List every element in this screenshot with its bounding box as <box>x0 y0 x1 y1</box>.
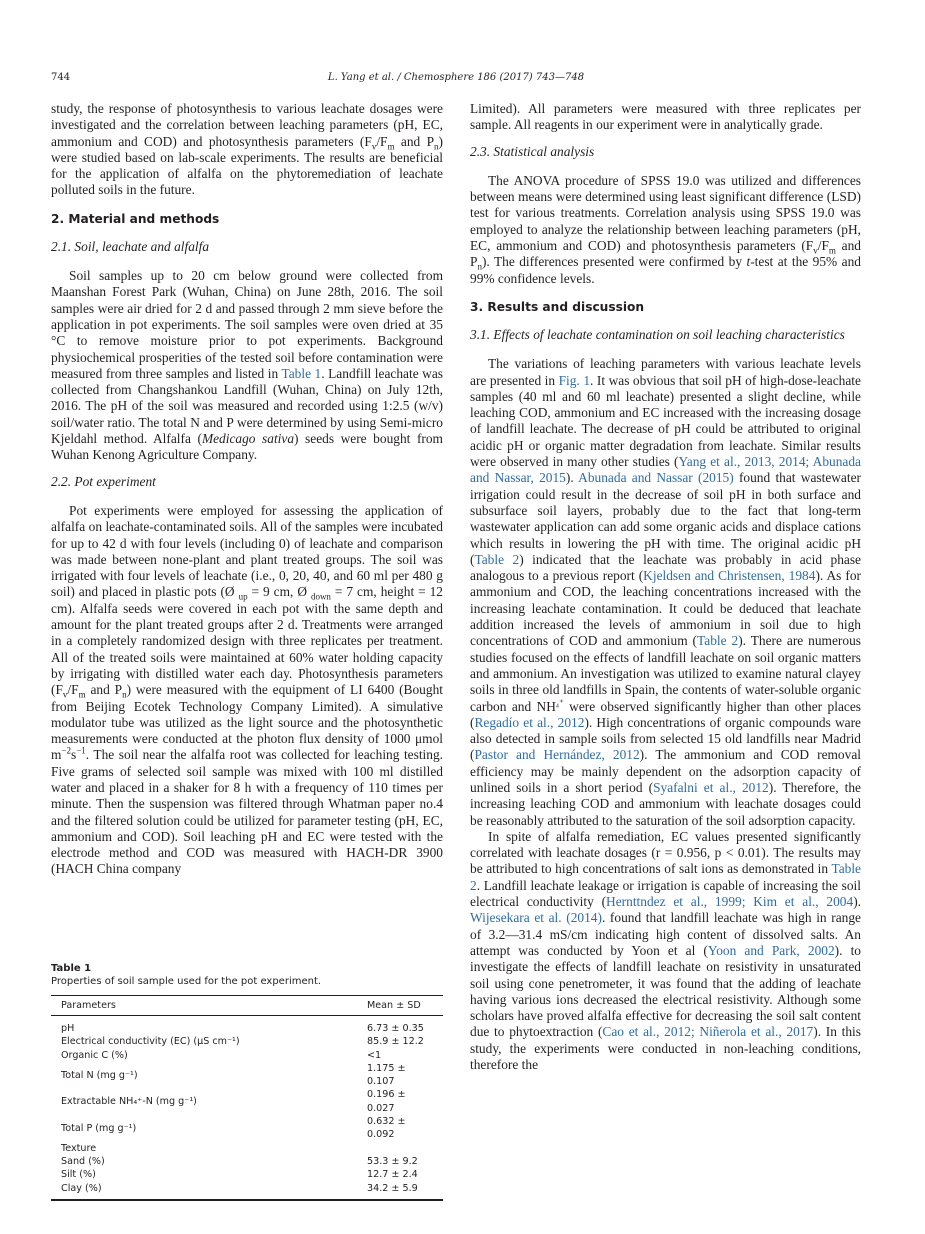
citation-link[interactable]: Wijesekara et al. (2014) <box>470 910 602 926</box>
table-row: pH 6.73 ± 0.35 <box>61 1023 424 1034</box>
citation-link[interactable]: Yang et al., 2013, 2014; Abunada and Nassar, 2015 <box>470 454 861 486</box>
table2-link[interactable]: Table 2 <box>474 551 520 567</box>
table-row: Organic C (%) <1 <box>61 1049 382 1061</box>
subsection-heading-2-3: 2.3. Statistical analysis <box>470 143 595 159</box>
left-column <box>51 101 443 878</box>
table2-link[interactable]: Table 2 <box>697 633 739 649</box>
paragraph-statistical-analysis: The ANOVA procedure of SPSS 19.0 was utilized and differences between means were determined using least significant difference (LSD) test for various treatments. Correlation analysis using SPSS 19.0 was employed to analyze the relationship between leaching parameters (pH, EC, ammonium and COD) and photosynthesis parameters ($F_v/F_m$ and $P_n$). The differences presented were confirmed by t-test at the 95% and 99% confidence levels. <box>470 172 861 286</box>
right-column <box>470 101 861 1073</box>
table-caption: Properties of soil sample used for the pot experiment. <box>51 976 322 987</box>
citation-link[interactable]: Pastor and Hernández, 2012 <box>474 747 640 763</box>
page-number: 744 <box>51 72 71 83</box>
citation-link[interactable]: Hernttndez et al., 1999; Kim et al., 2004 <box>606 894 854 910</box>
table-label: Table 1 <box>51 963 92 974</box>
running-title: L. Yang et al. / Chemosphere 186 (2017) 743—748 <box>327 72 585 83</box>
table-row: Total N (mg g⁻¹) 1.175 ± 0.107 <box>61 1062 406 1088</box>
table-row: Clay (%) 34.2 ± 5.9 <box>61 1182 418 1194</box>
running-header <box>51 72 861 88</box>
section-heading-2: 2. Material and methods <box>51 211 220 226</box>
table-row: Electrical conductivity (EC) (μS cm⁻¹) 85.9 ± 12.2 <box>61 1036 424 1048</box>
paragraph-continued: Limited). All parameters were measured with three replicates per sample. All reagents in our experiment were in analytically grade. <box>470 101 861 133</box>
section-heading-3: 3. Results and discussion <box>470 299 645 314</box>
table-row: Silt (%) 12.7 ± 2.4 <box>61 1169 418 1181</box>
citation-link[interactable]: Syafalni et al., 2012 <box>653 779 769 795</box>
soil-properties-table <box>51 995 443 1201</box>
citation-link[interactable]: Abunada and Nassar (2015) <box>578 470 734 486</box>
citation-link[interactable]: Yoon and Park, 2002 <box>707 942 835 958</box>
intro-paragraph: study, the response of photosynthesis to various leachate dosages were investigated and the correlation between leaching parameters (pH, EC, ammonium and COD) and photosynthesis parameters ($F_v/F_m$ and $P_n$) were studied based on lab-scale experiments. The results are beneficial for the application of alfalfa on the phytoremediation of leachate polluted soils in the future. <box>51 101 443 198</box>
column-header-parameters: Parameters <box>51 996 351 1016</box>
subsection-heading-2-2: 2.2. Pot experiment <box>51 473 156 489</box>
paragraph-pot-experiment: Pot experiments were employed for assessing the application of alfalfa on leachate-contaminated soils. All of the samples were incubated for up to 42 d with four levels (including 0) of leachate and comparison was made between none-plant and plant treated groups. The soil was irrigated with four levels of leachate (i.e., 0, 20, 40, and 60 ml per 480 g soil) and placed in plastic pots (Ø $_{up}$ = 9 cm, Ø $_{down}$ = 7 cm, height = 12 cm). Alfalfa seeds were covered in each pot with the same depth and amount for the plant treated groups after 2 d. Treatments were arranged in a completely randomized design with three replicates per treatment. All of the treated soils were maintained at 60% water holding capacity by irrigating with distilled water each day. Photosynthesis parameters ($F_v/F_m$ and $P_n$) were measured with the equipment of LI 6400 (Bought from Beijing Ecotek Technology Company Limited). A simulative modulator tube was utilized as the light source and the photosynthetic measurements were conducted at the photon flux density of 1000 μmol $m^{-2}s^{-1}$. The soil near the alfalfa root was collected for leaching testing. Five grams of selected soil sample was mixed with 100 ml distilled water and placed in a shaker for 8 h with a frequency of 110 times per minute. Then the suspension was filtered through Whatman paper no.4 and the filtered solution could be utilized for parameter testing (pH, EC, ammonium and COD). Soil leaching pH and EC were tested with the electrode method and COD was measured with HACH-DR 3900 (HACH China company <box>51 502 443 877</box>
table-row: Total P (mg g⁻¹) 0.632 ± 0.092 <box>61 1116 406 1141</box>
table-1 <box>51 962 443 1201</box>
citation-link[interactable]: Regadío et al., 2012 <box>474 714 585 730</box>
table-row: Sand (%) 53.3 ± 9.2 <box>61 1155 418 1167</box>
table2-link[interactable]: Table 2 <box>470 861 861 893</box>
subsection-heading-2-1: 2.1. Soil, leachate and alfalfa <box>51 238 210 254</box>
table1-link[interactable]: Table 1 <box>281 365 322 381</box>
paragraph-ec-values: In spite of alfalfa remediation, EC values presented significantly correlated with leachate dosages (r = 0.956, p < 0.01). The results may be attributed to high concentrations of salt ions as demonstrated in Table 2. Landfill leachate leakage or irrigation is capable of increasing the soil electrical conductivity (Hernttndez et al., 1999; Kim et al., 2004). Wijesekara et al. (2014). found that landfill leachate was high in range of 3.2—31.4 mS/cm indicating high content of dissolved salts. An attempt was conducted by Yoon et al (Yoon and Park, 2002). to investigate the effects of landfill leachate on resistivity in unsaturated soil using cone penetrometer, it was found that the adding of leachate having various ions decreased the electrical resistivity. Although some scholars have proved alfalfa effective for decreasing the soil salt content due to phytoextraction (Cao et al., 2012; Niñerola et al., 2017). In this study, the experiments were conducted in non-leaching conditions, therefore the <box>470 828 862 1073</box>
fig1-link[interactable]: Fig. 1 <box>558 372 591 388</box>
paragraph-leaching-variations: The variations of leaching parameters with various leachate levels are presented in Fig. 1. It was obvious that soil pH of high-dose-leachate samples (40 ml and 60 ml leachate) presented a slight decline, while leaching COD, ammonium and EC increased with the increasing dosage of landfill leachate. The decrease of pH could be attributed to original acidic pH or organic matter degradation from leachate. Similar results were observed in many other studies (Yang et al., 2013, 2014; Abunada and Nassar, 2015). Abunada and Nassar (2015) found that wastewater irrigation could result in the decrease of soil pH in both surface and subsurface soil layers, probably due to the fact that long-term wastewater application can add some organic acids and displace cations which results in lowering the pH with time. The original acidic pH (Table 2) indicated that the leachate was probably in acid phase analogous to a previous report (Kjeldsen and Christensen, 1984). As for ammonium and COD, the leaching concentrations increased with the increasing leachate contamination. It could be deduced that leachate addition increased the levels of ammonium in soil due to high concentrations of COD and ammonium (Table 2). There are numerous studies focused on the effects of landfill leachate on soil organic matters and ammonium. An investigation was utilized to examine natural clayey soils in three old landfills in Spain, the contents of water-soluble organic carbon and $NH^{_4^+}$ were observed significantly higher than other places (Regadío et al., 2012). High concentrations of organic compounds ware also detected in sample soils from selected 15 old landfills near Madrid (Pastor and Hernández, 2012). The ammonium and COD removal efficiency may be mainly dependent on the adsorption capacity of unlined soils in a short period (Syafalni et al., 2012). Therefore, the increasing leaching COD and ammonium with leachate dosages could be reasonably attributed to the saturation of the soil adsorption capacity. <box>470 356 862 828</box>
column-header-mean-sd: Mean ± SD <box>351 996 443 1016</box>
subsection-heading-3-1: 3.1. Effects of leachate contamination on soil leaching characteristics <box>470 326 845 342</box>
citation-link[interactable]: Cao et al., 2012; Niñerola et al., 2017 <box>602 1024 814 1040</box>
table-row: Texture <box>61 1142 97 1154</box>
citation-link[interactable]: Kjeldsen and Christensen, 1984 <box>643 568 816 584</box>
paragraph-soil-leachate: Soil samples up to 20 cm below ground were collected from Maanshan Forest Park (Wuhan, China) on June 28th, 2016. The soil samples were air dried for 2 d and passed through 2 mm sieve before the application in pot experiments. The soil samples were oven dried at 35 °C to remove moisture prior to pot experiments. Background physiochemical prosperities of the tested soil before contamination were measured from three samples and listed in Table 1. Landfill leachate was collected from Changshankou Landfill (Wuhan, China) on July 12th, 2016. The pH of the soil was measured and recorded using 1:2.5 (w/v) soil/water ratio. The total N and P were determined by using Semi-micro Kjeldahl method. Alfalfa (Medicago sativa) seeds were bought from Wuhan Kenong Agriculture Company. <box>51 268 443 463</box>
table-row: Extractable NH₄⁺-N (mg g⁻¹) 0.196 ± 0.027 <box>61 1089 406 1114</box>
